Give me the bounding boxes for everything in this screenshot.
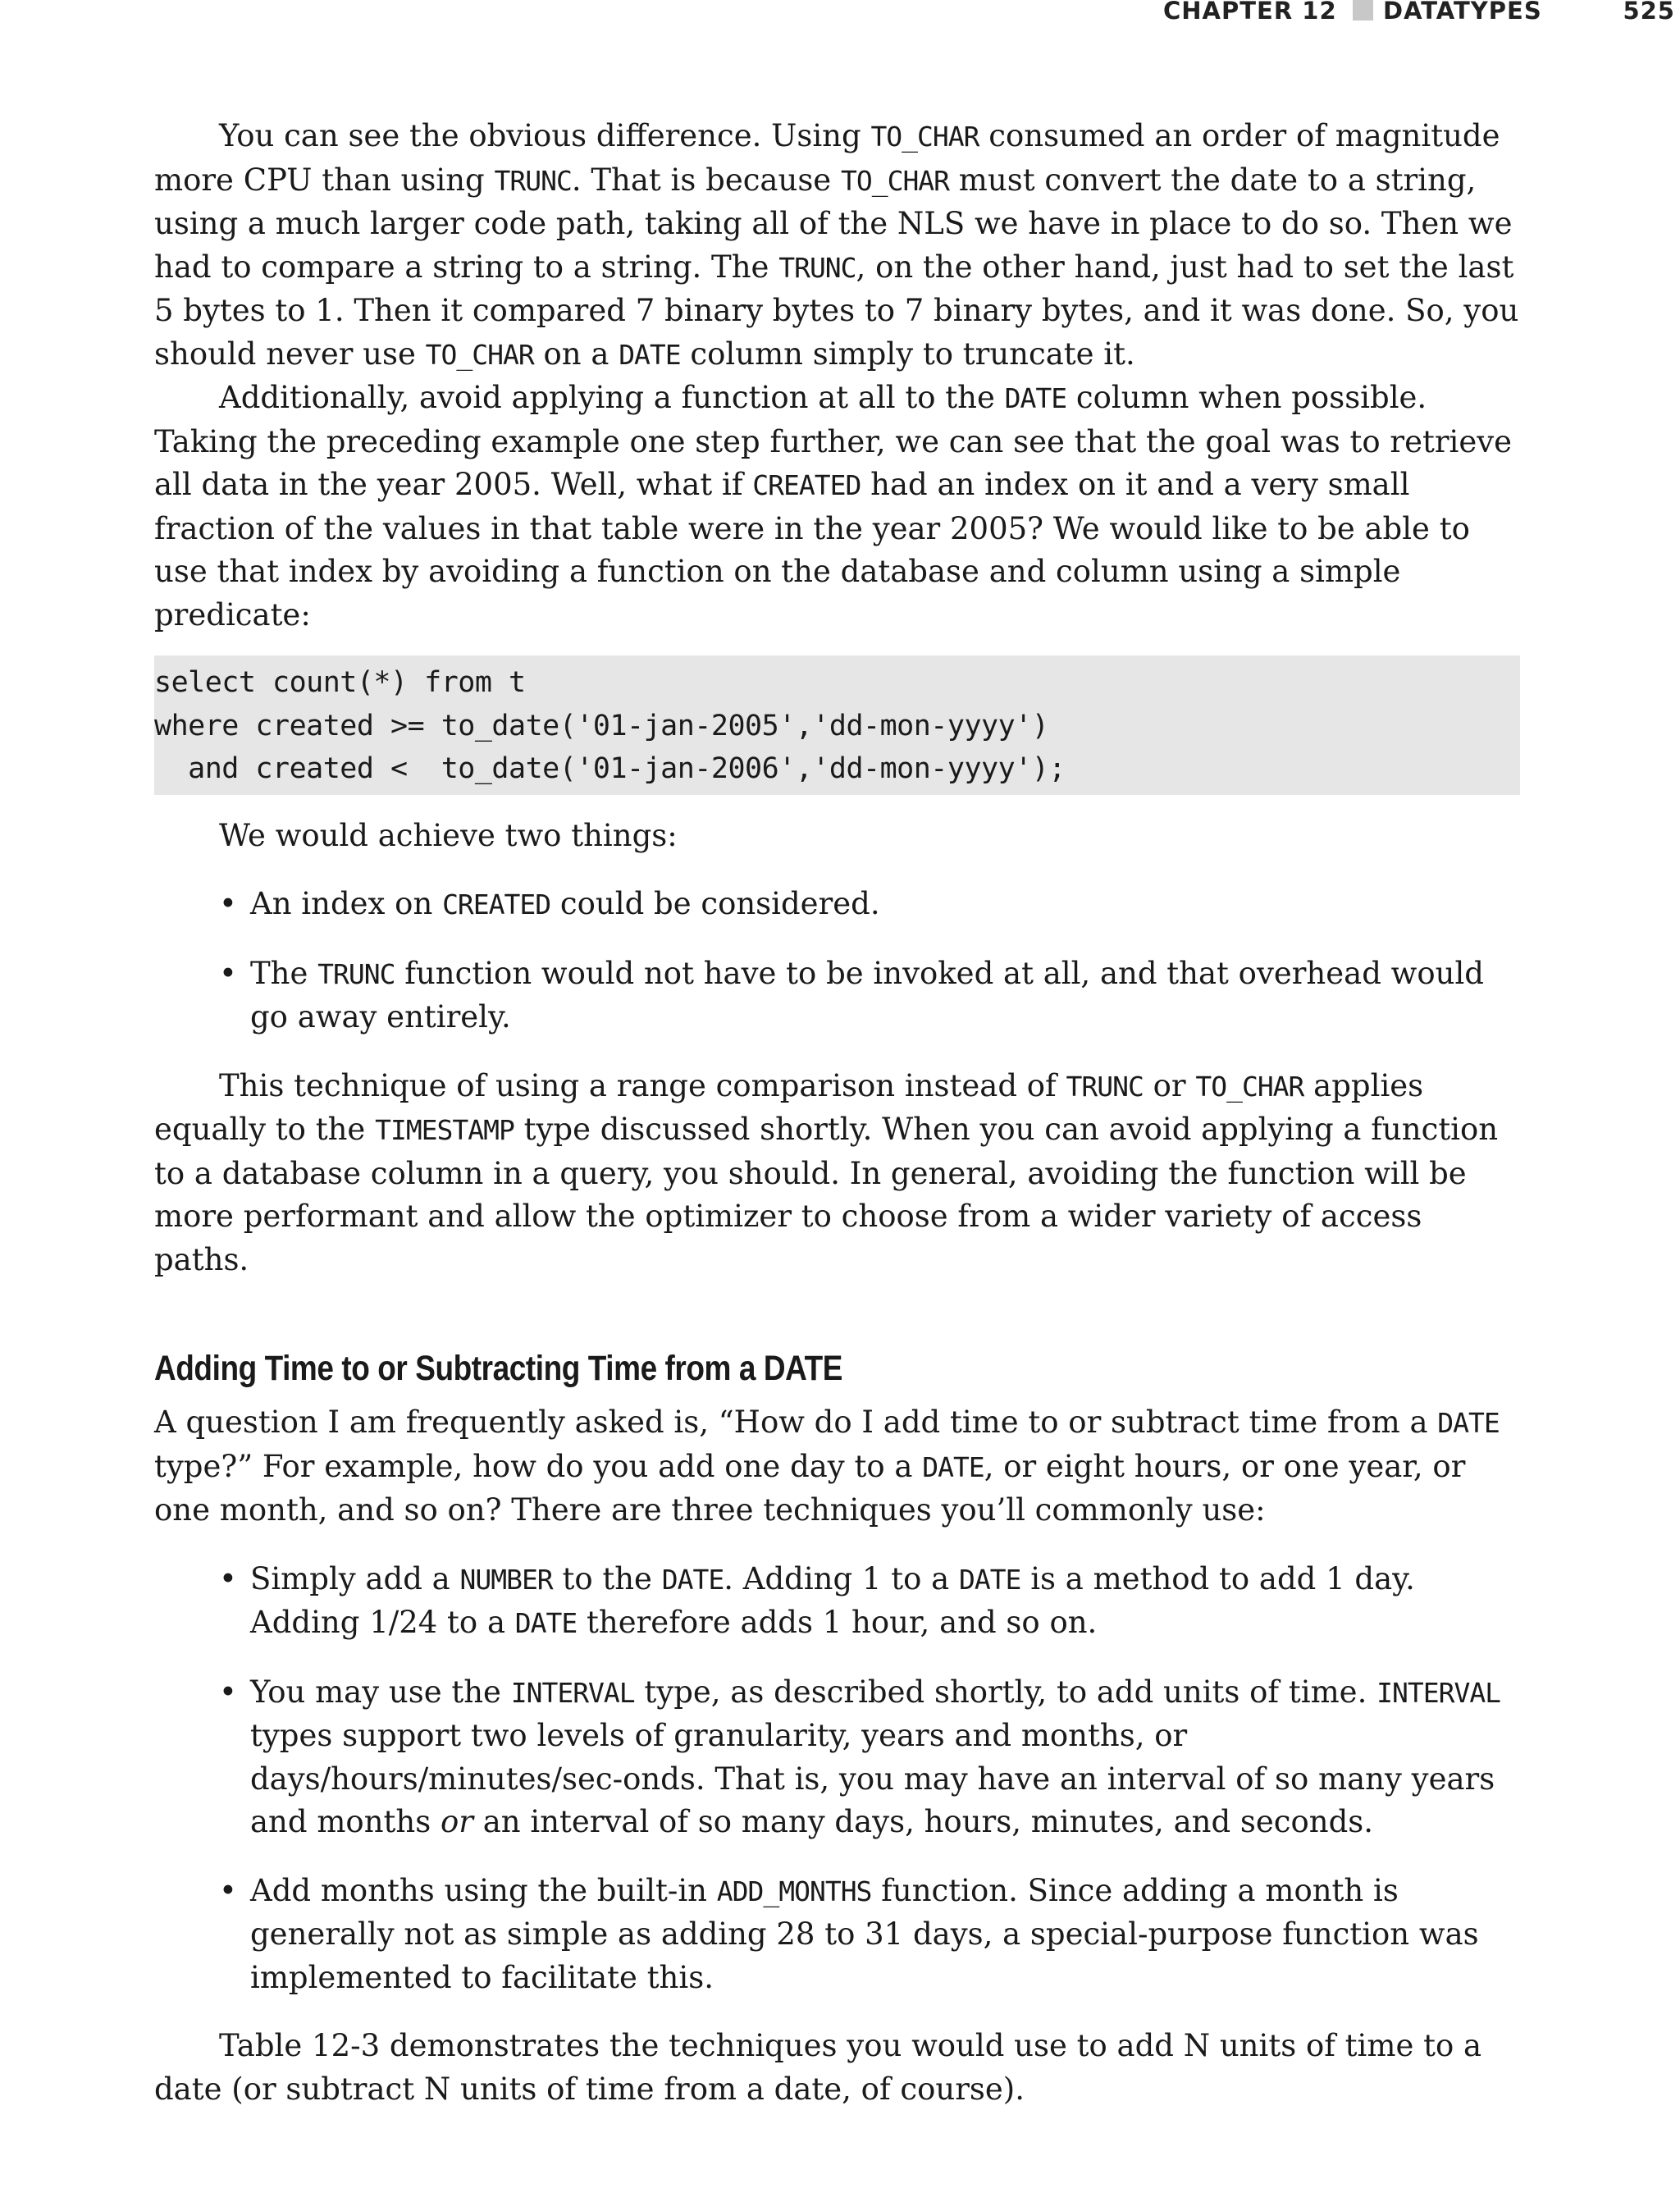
bullet-glyph: • xyxy=(219,1674,237,1710)
inline-code: ADD_MONTHS xyxy=(716,1875,872,1907)
code-block xyxy=(154,655,1520,795)
inline-code: TO_CHAR xyxy=(425,338,534,371)
page-number: 525 xyxy=(1623,0,1675,25)
bullet-list-techniques xyxy=(154,1558,1520,2000)
text-run: function. Since adding a month is generally not as simple as adding 28 to 31 days, a special-purpose function was implemented to facilitate this. xyxy=(250,1872,1479,1995)
emphasis: or xyxy=(440,1804,473,1839)
text-run: An index on xyxy=(250,886,443,921)
code-line: where created >= to_date('01-jan-2005','dd-mon-yyyy') xyxy=(154,709,1049,742)
inline-code: CREATED xyxy=(442,888,551,920)
code-line: select count(*) from t xyxy=(154,666,526,699)
chapter-label: CHAPTER 12 xyxy=(1163,0,1337,25)
text-run: an interval of so many days, hours, minutes, and seconds. xyxy=(472,1804,1374,1839)
section-heading: Adding Time to or Subtracting Time from a DATE xyxy=(154,1349,843,1388)
text-run: Simply add a xyxy=(250,1560,460,1596)
inline-code: DATE xyxy=(1437,1407,1500,1439)
inline-code: TO_CHAR xyxy=(870,121,979,153)
body-text xyxy=(154,115,1520,2111)
header-separator-box xyxy=(1353,0,1373,21)
text-run: type discussed shortly. When you can avoid applying a function to a database column in a query, you should. In general, avoiding the function will be more performant and allow the optimizer to choose from a wider variety of access paths. xyxy=(154,1112,1499,1277)
list-item xyxy=(154,1558,1520,1646)
inline-code: TO_CHAR xyxy=(840,164,950,197)
paragraph-range-comparison xyxy=(154,1065,1520,1282)
inline-code: DATE xyxy=(922,1450,984,1483)
running-head xyxy=(1066,0,1680,33)
text-run: column when possible. Taking the preceding example one step further, we can see that the goal was to retrieve all data in the year 2005. Well, what if xyxy=(154,380,1513,502)
bullet-glyph: • xyxy=(219,955,237,991)
text-run: could be considered. xyxy=(550,886,880,921)
text-run: This technique of using a range comparison instead of xyxy=(219,1067,1066,1103)
inline-code: TRUNC xyxy=(317,957,395,990)
inline-code: TIMESTAMP xyxy=(375,1114,514,1146)
list-item xyxy=(154,952,1520,1039)
text-run: applies equally to the xyxy=(154,1067,1424,1147)
text-run: had an index on it and a very small fraction of the values in that table were in the year 2005? We would like to be able to use that index by avoiding a function on the database and column using a simple predicate: xyxy=(154,467,1470,633)
paragraph-question xyxy=(154,1401,1520,1532)
bullet-glyph: • xyxy=(219,1560,237,1596)
text-run: therefore adds 1 hour, and so on. xyxy=(577,1605,1098,1640)
paragraph-to-char-cost xyxy=(154,115,1520,377)
text-run: to the xyxy=(552,1560,662,1596)
bullet-glyph: • xyxy=(219,1872,237,1908)
inline-code: TO_CHAR xyxy=(1195,1070,1304,1103)
inline-code: DATE xyxy=(1004,382,1067,414)
inline-code: INTERVAL xyxy=(1376,1676,1501,1709)
bullet-glyph: • xyxy=(219,886,237,921)
text-run: or xyxy=(1143,1067,1196,1103)
text-run: You can see the obvious difference. Using xyxy=(219,118,871,153)
text-run: must convert the date to a string, using a much larger code path, taking all of the NLS we have in place to do so. Then we had to compare a string to a string. The xyxy=(154,162,1513,285)
text-run: , or eight hours, or one year, or one month, and so on? There are three techniques you’ll commonly use: xyxy=(154,1448,1466,1528)
paragraph-avoid-functions xyxy=(154,377,1520,637)
inline-code: DATE xyxy=(958,1563,1021,1596)
chapter-title: DATATYPES xyxy=(1383,0,1542,25)
text-run: The xyxy=(250,955,318,991)
inline-code: DATE xyxy=(661,1563,724,1596)
list-item xyxy=(154,1870,1520,2000)
inline-code: TRUNC xyxy=(1066,1070,1144,1103)
text-run: on a xyxy=(533,336,619,372)
inline-code: TRUNC xyxy=(778,251,856,284)
text-run: types support two levels of granularity, years and months, or days/hours/minutes/sec-onds. That is, you may have an interval of so many years and months xyxy=(250,1718,1495,1839)
inline-code: INTERVAL xyxy=(510,1676,635,1709)
inline-code: TRUNC xyxy=(494,164,572,197)
text-run: Additionally, avoid applying a function at all to the xyxy=(219,380,1005,415)
list-item xyxy=(154,883,1520,927)
paragraph-two-things: We would achieve two things: xyxy=(219,817,678,853)
inline-code: CREATED xyxy=(752,469,861,501)
text-run: column simply to truncate it. xyxy=(680,336,1135,372)
text-run: type?” For example, how do you add one day to a xyxy=(154,1448,923,1484)
text-run: . That is because xyxy=(571,162,841,198)
bullet-list-benefits xyxy=(154,883,1520,1039)
inline-code: DATE xyxy=(514,1607,578,1639)
code-line: and created < to_date('01-jan-2006','dd-mon-yyyy'); xyxy=(154,752,1066,785)
paragraph-table-reference: Table 12-3 demonstrates the techniques you would use to add N units of time to a date (or subtract N units of time from a date, of course). xyxy=(154,2028,1482,2107)
text-run: You may use the xyxy=(250,1674,511,1710)
text-run: consumed an order of magnitude more CPU than using xyxy=(154,118,1500,198)
text-run: function would not have to be invoked at all, and that overhead would go away entirely. xyxy=(250,955,1484,1035)
text-run: is a method to add 1 day. Adding 1/24 to a xyxy=(250,1560,1415,1640)
text-run: . Adding 1 to a xyxy=(724,1560,959,1596)
text-run: Add months using the built-in xyxy=(250,1872,717,1908)
text-run: , on the other hand, just had to set the last 5 bytes to 1. Then it compared 7 binary bytes to 7 binary bytes, and it was done. So, you should never use xyxy=(154,249,1519,372)
text-run: A question I am frequently asked is, “How do I add time to or subtract time from a xyxy=(154,1405,1438,1440)
inline-code: NUMBER xyxy=(459,1563,553,1596)
inline-code: DATE xyxy=(619,338,681,371)
text-run: type, as described shortly, to add units of time. xyxy=(634,1674,1377,1710)
list-item xyxy=(154,1671,1520,1844)
